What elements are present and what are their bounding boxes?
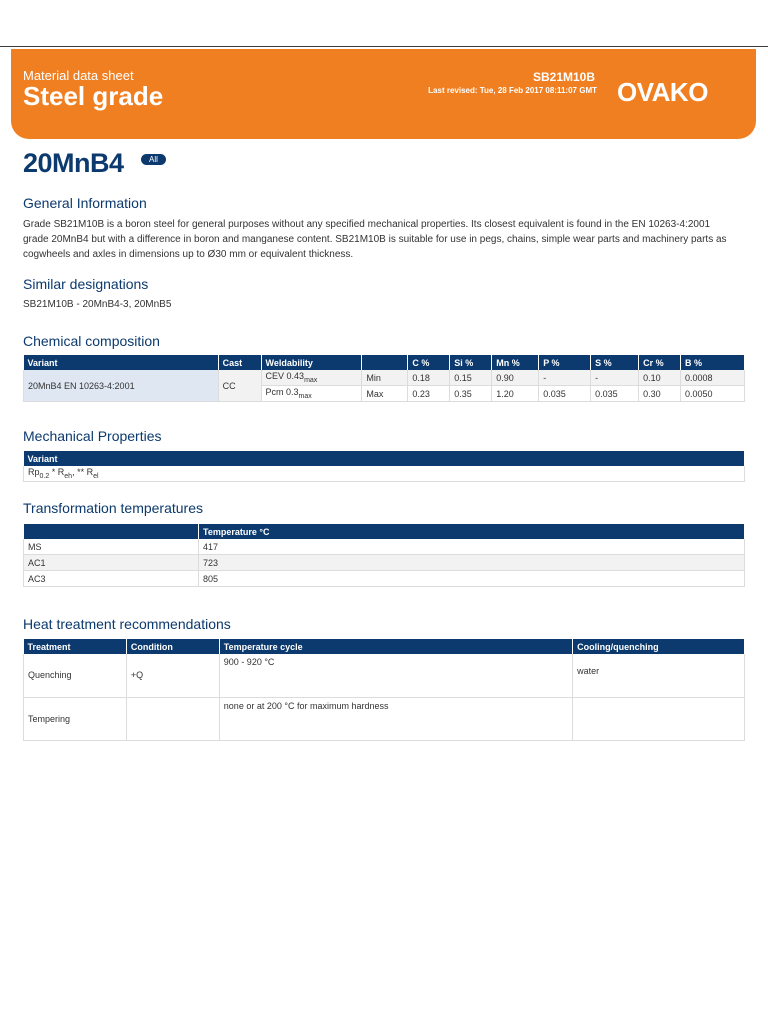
condition-cell [126, 697, 219, 740]
heat-heading: Heat treatment recommendations [23, 616, 231, 632]
value-cell: 0.30 [639, 386, 681, 402]
temp-value-cell: 417 [199, 539, 745, 555]
col-p: P % [539, 355, 591, 370]
condition-cell: +Q [126, 654, 219, 697]
cycle-cell: none or at 200 °C for maximum hardness [219, 697, 572, 740]
cast-cell: CC [218, 370, 261, 402]
cycle-cell: 900 - 920 °C [219, 654, 572, 697]
value-cell: - [591, 370, 639, 386]
col-treatment: Treatment [24, 639, 127, 654]
weldability-cell: CEV $0.43_{max}$ [261, 370, 362, 386]
value-cell: 0.10 [639, 370, 681, 386]
header-title: Steel grade [23, 81, 164, 111]
temp-name-cell: MS [24, 539, 199, 555]
col-weldability: Weldability [261, 355, 362, 370]
mechanical-footnote-row [24, 466, 745, 482]
value-cell: 0.35 [450, 386, 492, 402]
mechanical-header-row [24, 451, 745, 466]
col-variant: Variant [24, 355, 219, 370]
value-cell: 0.90 [492, 370, 539, 386]
heat-table [23, 639, 745, 741]
treatment-cell: Tempering [24, 697, 127, 740]
transformation-table [23, 524, 745, 587]
top-rule [0, 46, 768, 47]
value-cell: 0.035 [591, 386, 639, 402]
ovako-logo [617, 79, 735, 105]
col-c: C % [408, 355, 450, 370]
mechanical-heading: Mechanical Properties [23, 428, 162, 444]
temp-name-cell: AC3 [24, 571, 199, 587]
value-cell: 0.23 [408, 386, 450, 402]
weldability-cell: Pcm $0.3_{max}$ [261, 386, 362, 402]
chemical-header-row [24, 355, 745, 370]
chemical-row-min [24, 370, 745, 386]
value-cell: 0.0008 [681, 370, 745, 386]
header-subtitle: Material data sheet [23, 68, 134, 83]
col-mn: Mn % [492, 355, 539, 370]
value-cell: 0.0050 [681, 386, 745, 402]
value-cell: - [539, 370, 591, 386]
chemical-table [23, 355, 745, 402]
col-variant: Variant [24, 451, 745, 466]
col-cast: Cast [218, 355, 261, 370]
transformation-header-row [24, 524, 745, 539]
temp-name-cell: AC1 [24, 555, 199, 571]
chemical-heading: Chemical composition [23, 333, 160, 349]
cooling-cell: water [573, 654, 745, 697]
transformation-heading: Transformation temperatures [23, 500, 203, 516]
cooling-cell [573, 697, 745, 740]
limit-cell: Max [362, 386, 408, 402]
grade-code: SB21M10B [532, 70, 595, 84]
general-text: Grade SB21M10B is a boron steel for general purposes without any specified mechanical properties. Its closest equivalent is found in the EN 10263-4:2001 grade 20MnB4 but with a difference in boron and manganese content. SB21M10B is suitable for use in pegs, chains, simple wear parts and machinery parts as cogwheels and axles in dimensions up to Ø30 mm or equivalent thickness. [23, 219, 727, 260]
heat-header-row [24, 639, 745, 654]
col-condition: Condition [126, 639, 219, 654]
value-cell: 0.15 [450, 370, 492, 386]
svg-text:OVAKO: OVAKO [617, 79, 708, 105]
similar-text: SB21M10B - 20MnB4-3, 20MnB5 [23, 299, 172, 310]
temp-value-cell: 723 [199, 555, 745, 571]
col-limit [362, 355, 408, 370]
transformation-row [24, 571, 745, 587]
value-cell: 1.20 [492, 386, 539, 402]
header-banner [11, 49, 756, 139]
value-cell: 0.035 [539, 386, 591, 402]
col-si: Si % [450, 355, 492, 370]
similar-heading: Similar designations [23, 276, 149, 292]
mechanical-footnote: $Rp_{0.2} * R_{eh}$, ** $R_{el}$ [24, 466, 745, 482]
variant-cell: 20MnB4 EN 10263-4:2001 [24, 370, 219, 402]
general-heading: General Information [23, 195, 147, 211]
col-b: B % [681, 355, 745, 370]
col-s: S % [591, 355, 639, 370]
heat-row-quenching [24, 654, 745, 697]
limit-cell: Min [362, 370, 408, 386]
treatment-cell: Quenching [24, 654, 127, 697]
col-cooling: Cooling/quenching [573, 639, 745, 654]
heat-row-tempering [24, 697, 745, 740]
temp-value-cell: 805 [199, 571, 745, 587]
col-temperature: Temperature °C [199, 524, 745, 539]
transformation-row [24, 539, 745, 555]
transformation-row [24, 555, 745, 571]
mechanical-table [23, 451, 745, 482]
col-cr: Cr % [639, 355, 681, 370]
grade-badge: All [141, 154, 166, 165]
value-cell: 0.18 [408, 370, 450, 386]
col-name [24, 524, 199, 539]
col-cycle: Temperature cycle [219, 639, 572, 654]
grade-name: 20MnB4 [23, 148, 124, 178]
last-revised: Last revised: Tue, 28 Feb 2017 08:11:07 GMT [428, 86, 597, 95]
